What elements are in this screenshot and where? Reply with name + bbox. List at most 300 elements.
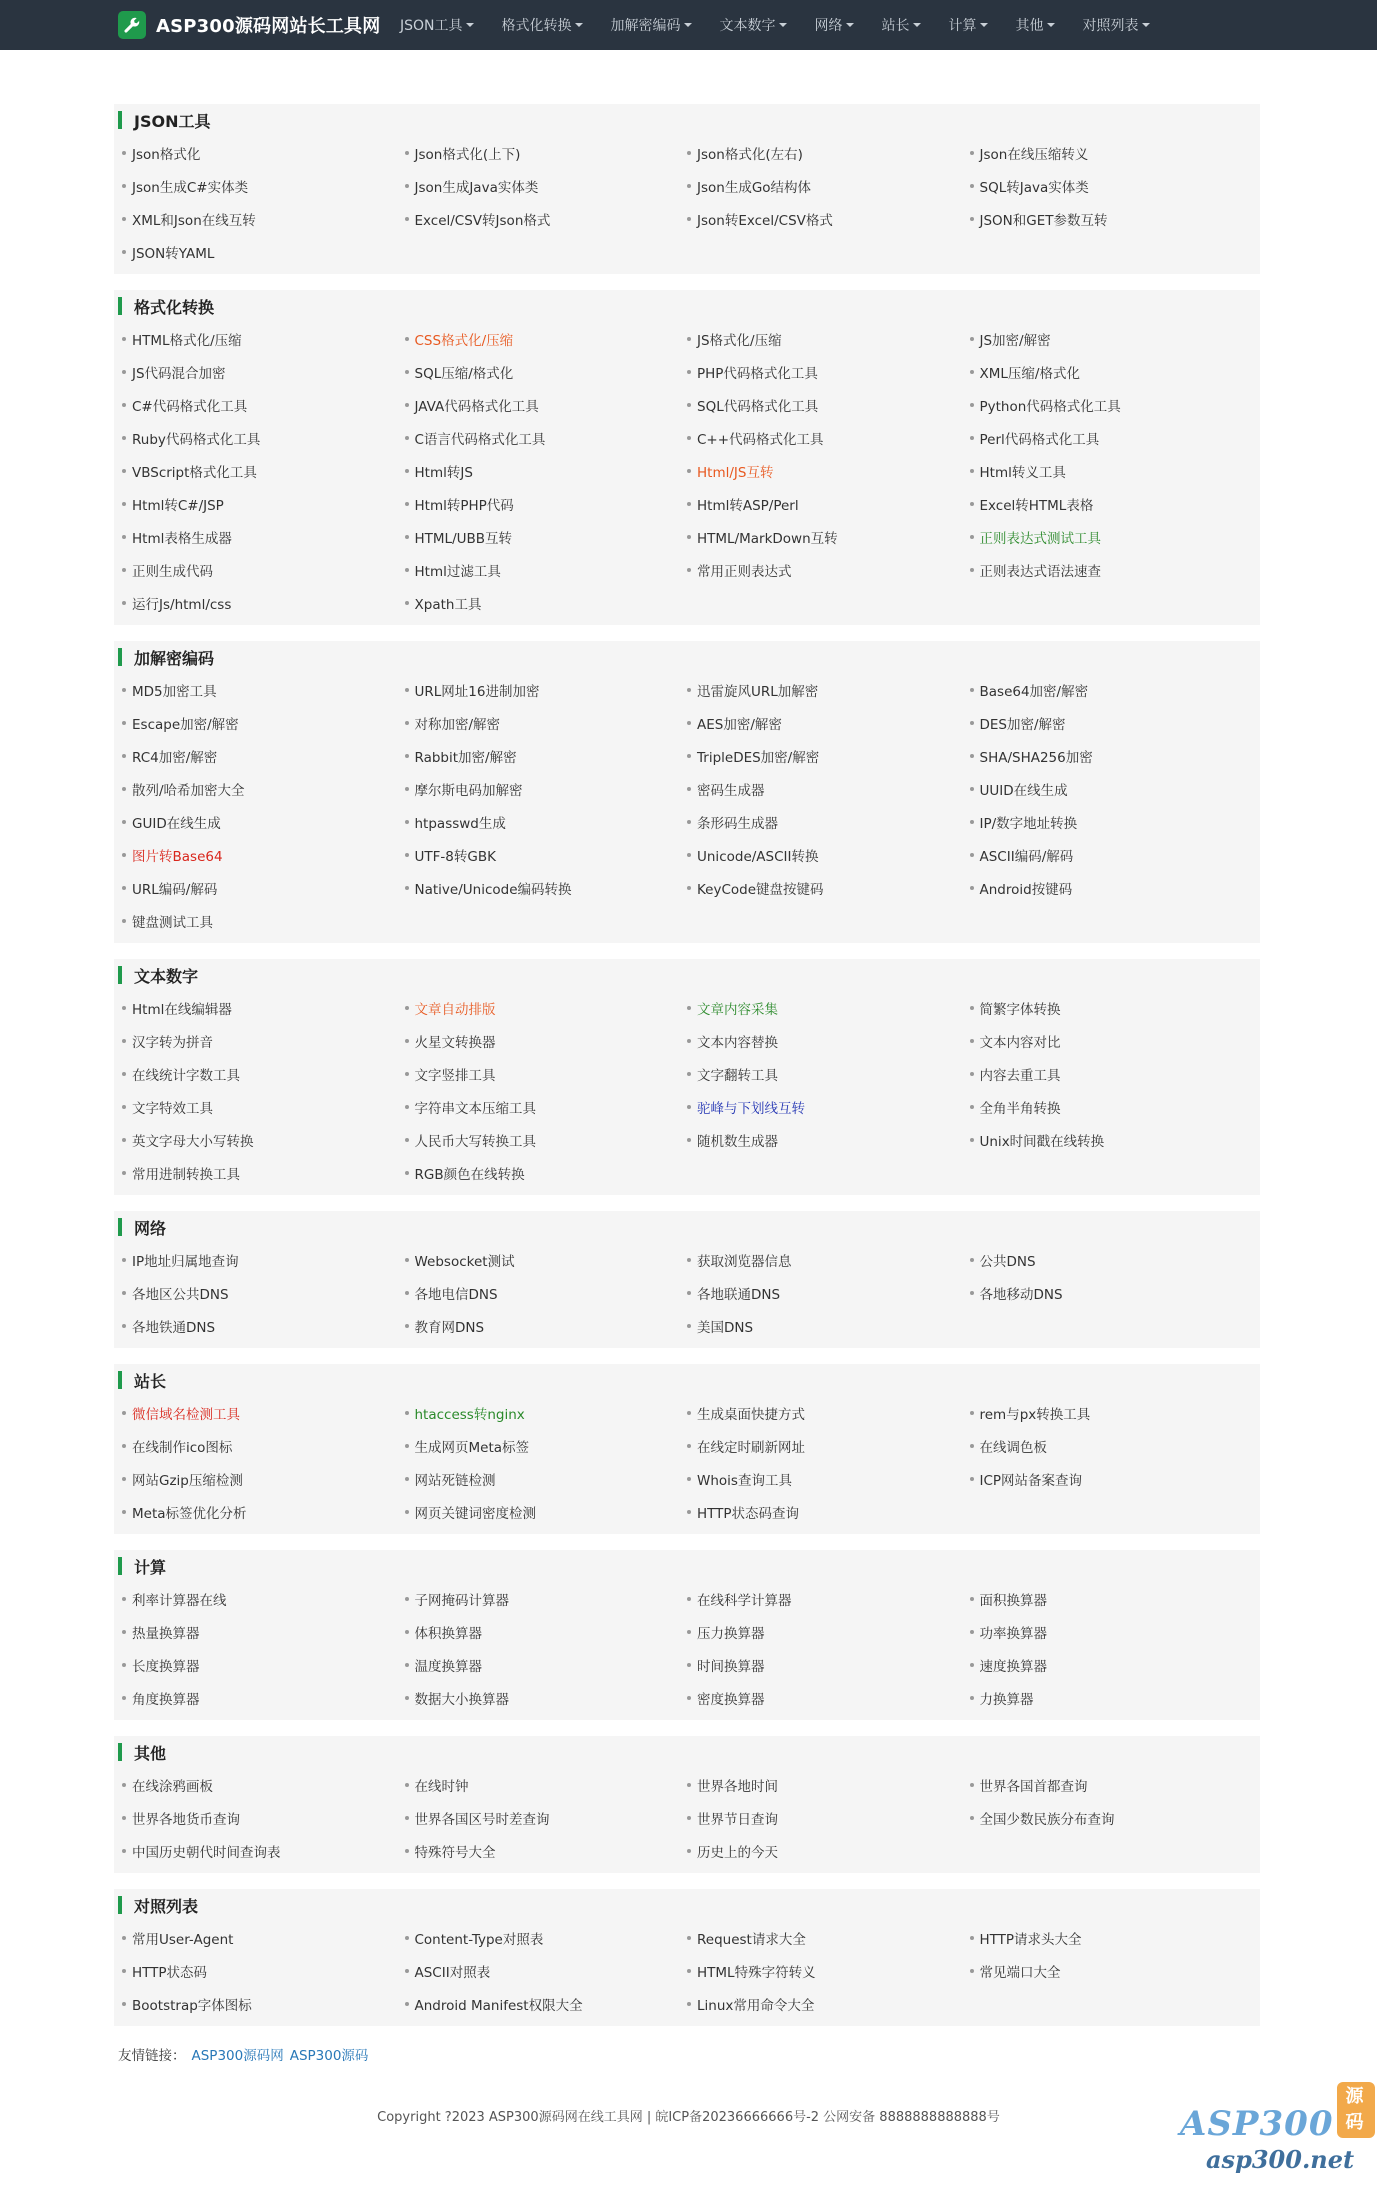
tool-link[interactable]	[687, 520, 970, 553]
tool-link[interactable]	[970, 355, 1253, 388]
tool-link[interactable]	[122, 1954, 405, 1987]
tool-link-label: 在线定时刷新网址	[697, 1439, 805, 1456]
bullet-dot	[687, 502, 691, 506]
bullet-dot	[970, 1816, 974, 1820]
tool-link-label: Python代码格式化工具	[979, 398, 1121, 415]
tool-link-label: 内容去重工具	[979, 1067, 1061, 1084]
tool-link[interactable]	[122, 838, 405, 871]
nav-item-3[interactable]	[706, 0, 801, 50]
tool-link[interactable]	[405, 586, 688, 619]
nav-item-6[interactable]	[935, 0, 1002, 50]
tool-link[interactable]	[405, 388, 688, 421]
tool-link[interactable]	[405, 520, 688, 553]
tool-link[interactable]	[687, 454, 970, 487]
tool-link-label: 文章内容采集	[697, 1001, 778, 1018]
bullet-dot	[687, 820, 691, 824]
tool-link[interactable]	[405, 871, 688, 904]
section-title-text: 加解密编码	[134, 648, 215, 668]
tool-link[interactable]	[122, 1681, 405, 1714]
bullet-dot	[122, 853, 126, 857]
nav-item-5[interactable]	[868, 0, 935, 50]
tool-link[interactable]	[405, 706, 688, 739]
tool-link[interactable]	[687, 355, 970, 388]
tool-link[interactable]	[687, 673, 970, 706]
nav-item-1[interactable]	[488, 0, 597, 50]
tool-link[interactable]	[405, 355, 688, 388]
tool-link-label: Excel转HTML表格	[979, 497, 1094, 514]
tool-link[interactable]	[970, 1276, 1253, 1309]
bullet-dot	[970, 754, 974, 758]
bullet-dot	[687, 568, 691, 572]
tool-link-label: 世界各国首都查询	[979, 1778, 1088, 1795]
bullet-dot	[970, 217, 974, 221]
tool-link-label: HTTP状态码	[132, 1964, 208, 1981]
section-panel	[114, 1736, 1260, 1873]
tool-link[interactable]	[687, 487, 970, 520]
tool-link[interactable]	[687, 388, 970, 421]
section-link-grid	[114, 1768, 1260, 1867]
bullet-dot	[687, 1072, 691, 1076]
tool-link[interactable]	[122, 904, 405, 937]
tool-link[interactable]	[970, 1921, 1253, 1954]
tool-link-label: HTTP状态码查询	[697, 1505, 800, 1522]
tool-link[interactable]	[970, 487, 1253, 520]
tool-link[interactable]	[687, 1243, 970, 1276]
bullet-dot	[970, 337, 974, 341]
tool-link[interactable]	[122, 202, 405, 235]
tool-link[interactable]	[970, 1768, 1253, 1801]
tool-link-label: Bootstrap字体图标	[132, 1997, 252, 2014]
section-panel	[114, 641, 1260, 943]
tool-link[interactable]	[687, 1921, 970, 1954]
bullet-dot	[970, 1258, 974, 1262]
tool-link-label: 摩尔斯电码加解密	[414, 782, 523, 799]
section-accent-bar	[118, 1743, 122, 1761]
tool-link[interactable]	[970, 1243, 1253, 1276]
tool-link[interactable]	[405, 1123, 688, 1156]
tool-link[interactable]	[405, 1057, 688, 1090]
tool-link[interactable]	[405, 1801, 688, 1834]
tool-link-label: rem与px转换工具	[979, 1406, 1091, 1423]
section-title	[114, 1889, 1260, 1921]
tool-link[interactable]	[970, 553, 1253, 586]
tool-link[interactable]	[405, 1156, 688, 1189]
tool-link-label: 对称加密/解密	[414, 716, 501, 733]
tool-link[interactable]	[970, 1396, 1253, 1429]
tool-link[interactable]	[122, 586, 405, 619]
tool-link[interactable]	[970, 322, 1253, 355]
bullet-dot	[405, 151, 409, 155]
bullet-dot	[122, 754, 126, 758]
tool-link[interactable]	[687, 805, 970, 838]
tool-link[interactable]	[687, 1987, 970, 2020]
tool-link-label: 微信域名检测工具	[132, 1406, 240, 1423]
tool-link[interactable]	[122, 421, 405, 454]
tool-link[interactable]	[687, 1276, 970, 1309]
bullet-dot	[122, 1816, 126, 1820]
tool-link[interactable]	[405, 739, 688, 772]
tool-link[interactable]	[122, 520, 405, 553]
tool-link[interactable]	[405, 1276, 688, 1309]
tool-link-label: ASCII编码/解码	[979, 848, 1074, 865]
tool-link[interactable]	[405, 991, 688, 1024]
tool-link[interactable]	[405, 1987, 688, 2020]
tool-link[interactable]	[405, 1681, 688, 1714]
tool-link[interactable]	[970, 739, 1253, 772]
tool-link[interactable]	[122, 772, 405, 805]
tool-link[interactable]	[405, 1648, 688, 1681]
tool-link[interactable]	[122, 673, 405, 706]
tool-link[interactable]	[687, 1309, 970, 1342]
tool-link[interactable]	[970, 1648, 1253, 1681]
bullet-dot	[122, 1006, 126, 1010]
tool-link[interactable]	[970, 421, 1253, 454]
tool-link[interactable]	[405, 1024, 688, 1057]
tool-link[interactable]	[122, 1309, 405, 1342]
nav-item-label: JSON工具	[400, 18, 463, 34]
bullet-dot	[970, 721, 974, 725]
bullet-dot	[405, 1816, 409, 1820]
bullet-dot	[405, 535, 409, 539]
tool-link-label: VBScript格式化工具	[132, 464, 257, 481]
tool-link[interactable]	[122, 322, 405, 355]
bullet-dot	[970, 1597, 974, 1601]
watermark-url: asp300.net	[1206, 2145, 1355, 2174]
tool-link[interactable]	[122, 1276, 405, 1309]
tool-link-label: 在线时钟	[414, 1778, 469, 1795]
tool-link-label: 常用正则表达式	[697, 563, 792, 580]
tool-link[interactable]	[687, 1768, 970, 1801]
tool-link-label: Android Manifest权限大全	[414, 1997, 583, 2014]
tool-link[interactable]	[687, 1090, 970, 1123]
tool-link[interactable]	[122, 871, 405, 904]
nav-item-2[interactable]	[597, 0, 706, 50]
tool-link[interactable]	[122, 169, 405, 202]
bullet-dot	[687, 787, 691, 791]
tool-link[interactable]	[687, 1024, 970, 1057]
section-title-text: 文本数字	[134, 966, 199, 986]
tool-link-label: Json格式化(左右)	[697, 146, 803, 163]
tool-link[interactable]	[122, 1987, 405, 2020]
tool-link-label: Android按键码	[979, 881, 1073, 898]
tool-link[interactable]	[970, 871, 1253, 904]
tool-link-label: 世界各国区号时差查询	[414, 1811, 550, 1828]
tool-link[interactable]	[970, 706, 1253, 739]
main-nav-menu	[386, 0, 1164, 50]
tool-link[interactable]	[970, 1090, 1253, 1123]
tool-link[interactable]	[405, 553, 688, 586]
tool-link[interactable]	[687, 1954, 970, 1987]
tool-link[interactable]	[405, 1834, 688, 1867]
section-title-text: 格式化转换	[134, 297, 215, 317]
bullet-dot	[687, 2002, 691, 2006]
tool-link[interactable]	[970, 520, 1253, 553]
tool-link-label: 文本内容对比	[979, 1034, 1061, 1051]
section-panel	[114, 1550, 1260, 1720]
tool-link[interactable]	[122, 1582, 405, 1615]
friend-link-2[interactable]: ASP300源码	[289, 2048, 369, 2064]
tool-link[interactable]	[970, 673, 1253, 706]
bullet-dot	[687, 1510, 691, 1514]
bullet-dot	[122, 1324, 126, 1328]
tool-link[interactable]	[122, 1057, 405, 1090]
bullet-dot	[122, 1849, 126, 1853]
top-navbar	[0, 0, 1377, 50]
nav-item-4[interactable]	[801, 0, 868, 50]
tool-link[interactable]	[687, 871, 970, 904]
bullet-dot	[687, 1105, 691, 1109]
tool-link[interactable]	[122, 1495, 405, 1528]
tool-link[interactable]	[970, 1123, 1253, 1156]
tool-link[interactable]	[687, 706, 970, 739]
caret-down-icon	[846, 23, 854, 27]
tool-link[interactable]	[970, 202, 1253, 235]
tool-link[interactable]	[687, 169, 970, 202]
tool-link[interactable]	[687, 136, 970, 169]
tool-link-label: 历史上的今天	[697, 1844, 778, 1861]
section-link-grid	[114, 673, 1260, 937]
tool-link-label: 网站Gzip压缩检测	[132, 1472, 243, 1489]
tool-link[interactable]	[970, 1801, 1253, 1834]
tool-link-label: 网站死链检测	[414, 1472, 496, 1489]
bullet-dot	[687, 1969, 691, 1973]
tool-link-label: 特殊符号大全	[414, 1844, 496, 1861]
tool-link[interactable]	[970, 1024, 1253, 1057]
tool-link[interactable]	[405, 421, 688, 454]
tool-link[interactable]	[122, 1615, 405, 1648]
tool-link-label: 压力换算器	[697, 1625, 765, 1642]
section-accent-bar	[118, 966, 122, 984]
tool-link-label: 在线科学计算器	[697, 1592, 792, 1609]
tool-link[interactable]	[687, 553, 970, 586]
tool-link[interactable]	[687, 1396, 970, 1429]
tool-link[interactable]	[970, 1429, 1253, 1462]
copyright-text: Copyright ?2023 ASP300源码网在线工具网 | 皖ICP备20236666666号-2 公网安备 8888888888888号	[377, 2110, 1000, 2125]
section-title	[114, 641, 1260, 673]
tool-link[interactable]	[687, 1495, 970, 1528]
bullet-dot	[122, 1171, 126, 1175]
tool-link[interactable]	[405, 487, 688, 520]
tool-link[interactable]	[405, 772, 688, 805]
tool-link[interactable]	[122, 1462, 405, 1495]
nav-item-label: 其他	[1015, 18, 1044, 34]
bullet-dot	[970, 787, 974, 791]
bullet-dot	[687, 1663, 691, 1667]
bullet-dot	[405, 217, 409, 221]
bullet-dot	[122, 502, 126, 506]
tool-link[interactable]	[687, 1123, 970, 1156]
bullet-dot	[970, 1936, 974, 1940]
tool-link[interactable]	[405, 202, 688, 235]
tool-link[interactable]	[405, 1090, 688, 1123]
tool-link[interactable]	[687, 1057, 970, 1090]
section-title-text: 对照列表	[134, 1896, 199, 1916]
tool-link[interactable]	[970, 991, 1253, 1024]
bullet-dot	[970, 1006, 974, 1010]
tool-link[interactable]	[970, 805, 1253, 838]
tool-link[interactable]	[122, 805, 405, 838]
bullet-dot	[122, 688, 126, 692]
tool-link[interactable]	[970, 388, 1253, 421]
tool-link[interactable]	[687, 772, 970, 805]
tool-link[interactable]	[405, 1582, 688, 1615]
section-accent-bar	[118, 648, 122, 666]
tool-link[interactable]	[970, 169, 1253, 202]
tool-link[interactable]	[122, 355, 405, 388]
bullet-dot	[405, 1411, 409, 1415]
tool-link-label: Json生成Java实体类	[414, 179, 539, 196]
tool-link[interactable]	[122, 1024, 405, 1057]
tool-link[interactable]	[122, 1123, 405, 1156]
tool-link-label: Escape加密/解密	[132, 716, 239, 733]
tool-link-label: SQL代码格式化工具	[697, 398, 819, 415]
tool-link-label: DES加密/解密	[979, 716, 1066, 733]
tool-link[interactable]	[405, 1396, 688, 1429]
tool-link[interactable]	[687, 1615, 970, 1648]
tool-link-label: Json生成Go结构体	[697, 179, 812, 196]
tool-link-label: 在线统计字数工具	[132, 1067, 240, 1084]
tool-link[interactable]	[970, 1057, 1253, 1090]
tool-link-label: 各地联通DNS	[697, 1286, 781, 1303]
bullet-dot	[687, 184, 691, 188]
section-panel	[114, 104, 1260, 274]
tool-link[interactable]	[405, 1462, 688, 1495]
tool-link[interactable]	[687, 1582, 970, 1615]
nav-item-label: 计算	[948, 18, 977, 34]
bullet-dot	[970, 1105, 974, 1109]
tool-link[interactable]	[687, 1681, 970, 1714]
tool-link[interactable]	[405, 1243, 688, 1276]
tool-link[interactable]	[405, 322, 688, 355]
tool-link[interactable]	[405, 169, 688, 202]
tool-link-label: 在线调色板	[979, 1439, 1047, 1456]
tool-link[interactable]	[122, 1429, 405, 1462]
tool-link-label: XML压缩/格式化	[979, 365, 1080, 382]
tool-link[interactable]	[122, 454, 405, 487]
bullet-dot	[970, 1696, 974, 1700]
tool-link[interactable]	[687, 1462, 970, 1495]
section-accent-bar	[118, 297, 122, 315]
bullet-dot	[405, 853, 409, 857]
tool-link-label: 驼峰与下划线互转	[697, 1100, 805, 1117]
tool-link-label: HTTP请求头大全	[979, 1931, 1082, 1948]
tool-link[interactable]	[687, 838, 970, 871]
tool-link[interactable]	[122, 1801, 405, 1834]
brand-link[interactable]	[118, 11, 380, 39]
tool-link[interactable]	[405, 838, 688, 871]
tool-link[interactable]	[122, 136, 405, 169]
tool-link[interactable]	[122, 553, 405, 586]
tool-link[interactable]	[687, 421, 970, 454]
tool-link[interactable]	[687, 739, 970, 772]
nav-item-0[interactable]	[386, 0, 488, 50]
tool-link[interactable]	[687, 1429, 970, 1462]
tool-link[interactable]	[687, 1648, 970, 1681]
tool-link[interactable]	[122, 739, 405, 772]
tool-link[interactable]	[122, 235, 405, 268]
bullet-dot	[687, 370, 691, 374]
tool-link[interactable]	[122, 991, 405, 1024]
tool-link[interactable]	[970, 1681, 1253, 1714]
tool-link[interactable]	[122, 1768, 405, 1801]
tool-link[interactable]	[122, 1243, 405, 1276]
tool-link[interactable]	[405, 1768, 688, 1801]
tool-link[interactable]	[122, 1396, 405, 1429]
tool-link[interactable]	[687, 1834, 970, 1867]
tool-link-label: 速度换算器	[979, 1658, 1047, 1675]
tool-link[interactable]	[687, 322, 970, 355]
bullet-dot	[970, 688, 974, 692]
bullet-dot	[970, 502, 974, 506]
tool-link[interactable]	[405, 1954, 688, 1987]
bullet-dot	[405, 721, 409, 725]
tool-link-label: 各地铁通DNS	[132, 1319, 216, 1336]
tool-link[interactable]	[122, 1090, 405, 1123]
bullet-dot	[687, 217, 691, 221]
tool-link[interactable]	[970, 772, 1253, 805]
tool-link-label: HTML/MarkDown互转	[697, 530, 838, 547]
tool-link[interactable]	[405, 1429, 688, 1462]
tool-link-label: Websocket测试	[414, 1253, 515, 1270]
tool-link[interactable]	[970, 838, 1253, 871]
tool-link[interactable]	[405, 1921, 688, 1954]
tool-link[interactable]	[687, 1801, 970, 1834]
tool-link[interactable]	[687, 991, 970, 1024]
nav-item-7[interactable]	[1002, 0, 1069, 50]
tool-link[interactable]	[970, 454, 1253, 487]
tool-link[interactable]	[122, 487, 405, 520]
tool-link[interactable]	[970, 136, 1253, 169]
tool-link-label: 文章自动排版	[414, 1001, 496, 1018]
tool-link[interactable]	[970, 1462, 1253, 1495]
tool-link-label: 在线涂鸦画板	[132, 1778, 213, 1795]
tool-link[interactable]	[970, 1615, 1253, 1648]
section-title	[114, 104, 1260, 136]
tool-link[interactable]	[405, 673, 688, 706]
tool-link[interactable]	[122, 1921, 405, 1954]
tool-link[interactable]	[405, 805, 688, 838]
friend-link-1[interactable]: ASP300源码网	[191, 2048, 284, 2064]
tool-link[interactable]	[122, 1648, 405, 1681]
bullet-dot	[405, 601, 409, 605]
tool-link[interactable]	[122, 388, 405, 421]
tool-link[interactable]	[405, 136, 688, 169]
bullet-dot	[122, 1477, 126, 1481]
tool-link-label: 正则生成代码	[132, 563, 213, 580]
tool-link[interactable]	[405, 1309, 688, 1342]
tool-link[interactable]	[405, 454, 688, 487]
tool-link[interactable]	[122, 1156, 405, 1189]
tool-link-label: JAVA代码格式化工具	[414, 398, 539, 415]
bullet-dot	[970, 1291, 974, 1295]
tool-link-label: 键盘测试工具	[132, 914, 213, 931]
bullet-dot	[687, 853, 691, 857]
tool-link[interactable]	[122, 706, 405, 739]
tool-link-label: CSS格式化/压缩	[414, 332, 514, 349]
tool-link[interactable]	[122, 1834, 405, 1867]
tool-link[interactable]	[970, 1582, 1253, 1615]
tool-link[interactable]	[970, 1954, 1253, 1987]
nav-item-8[interactable]	[1069, 0, 1164, 50]
bullet-dot	[687, 721, 691, 725]
tool-link-label: 随机数生成器	[697, 1133, 778, 1150]
bullet-dot	[405, 1138, 409, 1142]
section-link-grid	[114, 1396, 1260, 1528]
bullet-dot	[405, 1291, 409, 1295]
tool-link[interactable]	[687, 202, 970, 235]
tool-link[interactable]	[405, 1495, 688, 1528]
tool-link[interactable]	[405, 1615, 688, 1648]
